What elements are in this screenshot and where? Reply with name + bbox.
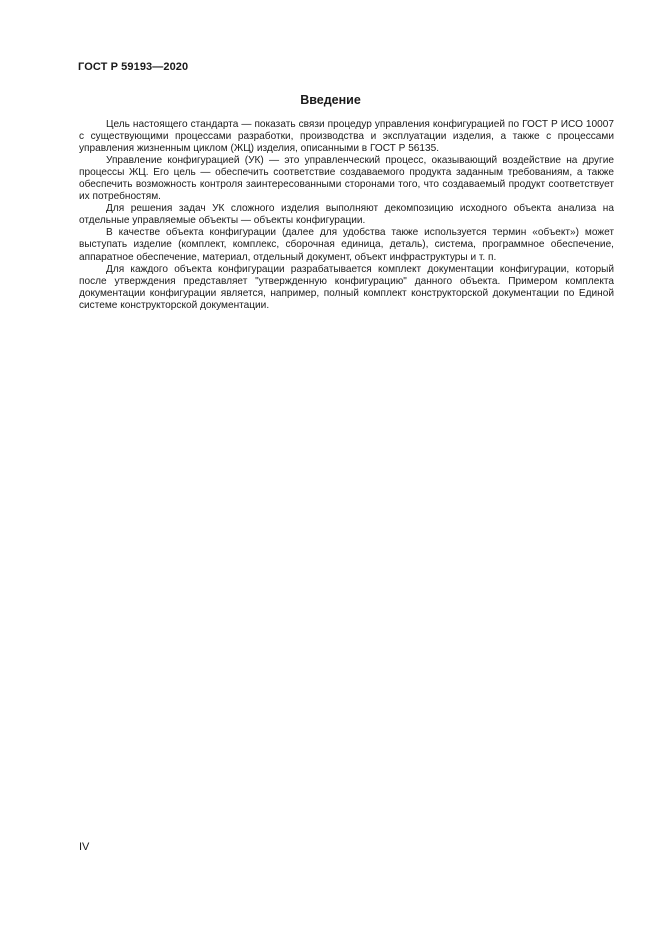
paragraph: Для решения задач УК сложного изделия выполняют декомпозицию исходного объекта анализа на отдельные управляемые объекты — объекты конфигурации. — [79, 203, 614, 227]
section-title: Введение — [300, 93, 361, 107]
introduction-body — [79, 119, 614, 312]
paragraph: Управление конфигурацией (УК) — это управленческий процесс, оказывающий воздействие на другие процессы ЖЦ. Его цель — обеспечить соответствие создаваемого продукта заданным требованиям, а также обеспечить возможность контроля заинтересованными сторонами того, что создаваемый продукт соответствует их потребностям. — [79, 155, 614, 203]
page-number: IV — [79, 841, 90, 853]
paragraph: В качестве объекта конфигурации (далее для удобства также используется термин «объект») может выступать изделие (комплект, комплекс, сборочная единица, деталь), система, программное обеспечение, аппаратное обеспечение, материал, отдельный документ, объект инфраструктуры и т. п. — [79, 227, 614, 263]
paragraph: Для каждого объекта конфигурации разрабатывается комплект документации конфигурации, который после утверждения представляет "утвержденную конфигурацию" данного объекта. Примером комплекта документации конфигурации является, например, полный комплект конструкторской документации по Единой системе конструкторской документации. — [79, 263, 614, 311]
standard-code-header: ГОСТ Р 59193—2020 — [78, 61, 189, 73]
paragraph: Цель настоящего стандарта — показать связи процедур управления конфигурацией по ГОСТ Р ИСО 10007 с существующими процессами разработки, производства и эксплуатации изделия, а также с процессами управления жизненным циклом (ЖЦ) изделия, описанными в ГОСТ Р 56135. — [79, 119, 614, 155]
